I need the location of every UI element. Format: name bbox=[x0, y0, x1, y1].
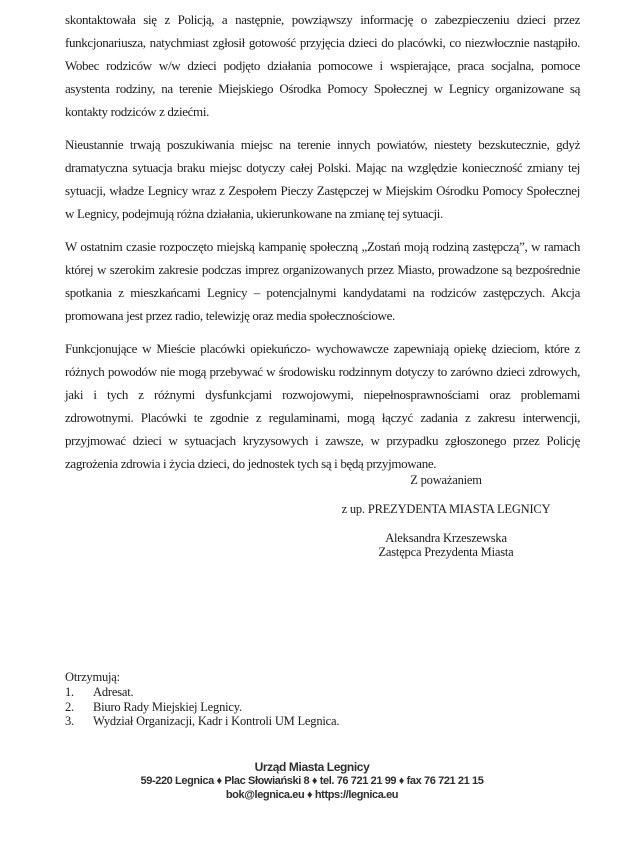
list-item-number: 2. bbox=[65, 699, 74, 714]
letter-body bbox=[65, 8, 580, 475]
list-item bbox=[65, 685, 465, 700]
list-item bbox=[65, 700, 465, 715]
signature-block bbox=[296, 472, 596, 559]
footer-contact-line: bok@legnica.eu ♦ https://legnica.eu bbox=[225, 789, 399, 801]
body-paragraph-1: skontaktowała się z Policją, a następnie, powziąwszy informację o zabezpieczeniu dzieci przez funkcjonariusza, natychmiast zgłosił gotowość przyjęcia dzieci do placówki, co niezwłocznie nastąpiło. Wobec rodziców w/w dzieci podjęto działania pomocowe i wspierające, praca socjalna, pomoce asystenta rodziny, na terenie Miejskiego Ośrodka Pomocy Społecznej w Legnicy organizowane są kontakty rodziców z dziećmi. bbox=[65, 12, 580, 119]
body-paragraph-3: W ostatnim czasie rozpoczęto miejską kampanię społeczną „Zostań moją rodziną zastępczą”, w ramach której w szerokim zakresie podczas imprez organizowanych przez Miasto, prowadzone są bezpośrednie spotkania z mieszkańcami Legnicy – potencjalnymi kandydatami na rodziców zastępczych. Akcja promowana jest przez radio, telewizję oraz media społecznościowe. bbox=[65, 239, 580, 323]
signer-name: Aleksandra Krzeszewska bbox=[385, 531, 507, 545]
footer-office-name: Urząd Miasta Legnicy bbox=[254, 760, 370, 774]
list-item-number: 1. bbox=[65, 685, 74, 699]
list-item-text: Biuro Rady Miejskiej Legnicy. bbox=[93, 699, 242, 714]
signer-title: Zastępca Prezydenta Miasta bbox=[378, 545, 514, 559]
list-item-number: 3. bbox=[65, 714, 74, 728]
list-item-text: Adresat. bbox=[93, 685, 134, 699]
distribution-heading: Otrzymują: bbox=[65, 670, 120, 684]
distribution-list bbox=[65, 670, 465, 729]
closing-authority: z up. PREZYDENTA MIASTA LEGNICY bbox=[341, 502, 551, 516]
body-paragraph-4: Funkcjonujące w Mieście placówki opiekuńczo- wychowawcze zapewniają opiekę dzieciom, które z różnych powodów nie mogą przebywać w środowisku rodzinnym dotyczy to zarówno dzieci zdrowych, jaki i tych z różnymi dysfunkcjami rozwojowymi, niepełnosprawnościami oraz problemami zdrowotnymi. Placówki te zgodnie z regulaminami, mogą łączyć zadania z zakresu interwencji, przyjmować dzieci w sytuacjach kryzysowych i zawsze, w przypadku zgłoszonego przez Policję zagrożenia zdrowia i życia dzieci, do jednostek tych są i będą przyjmowane. bbox=[65, 341, 580, 471]
list-item-text: Wydział Organizacji, Kadr i Kontroli UM Legnica. bbox=[93, 714, 340, 728]
body-paragraph-2: Nieustannie trwają poszukiwania miejsc na terenie innych powiatów, niestety bezskutecznie, gdyż dramatyczna sytuacja braku miejsc dotyczy całej Polski. Mając na względzie konieczność zmiany tej sytuacji, władze Legnicy wraz z Zespołem Pieczy Zastępczej w Miejskim Ośrodku Pomocy Społecznej w Legnicy, podejmują różna działania, ukierunkowane na zmianę tej sytuacji. bbox=[65, 137, 580, 221]
footer-address-line: 59-220 Legnica ♦ Plac Słowiański 8 ♦ tel. 76 721 21 99 ♦ fax 76 721 21 15 bbox=[140, 775, 484, 787]
list-item bbox=[65, 714, 465, 729]
letterhead-footer bbox=[0, 760, 624, 802]
closing-salutation: Z poważaniem bbox=[410, 473, 482, 487]
